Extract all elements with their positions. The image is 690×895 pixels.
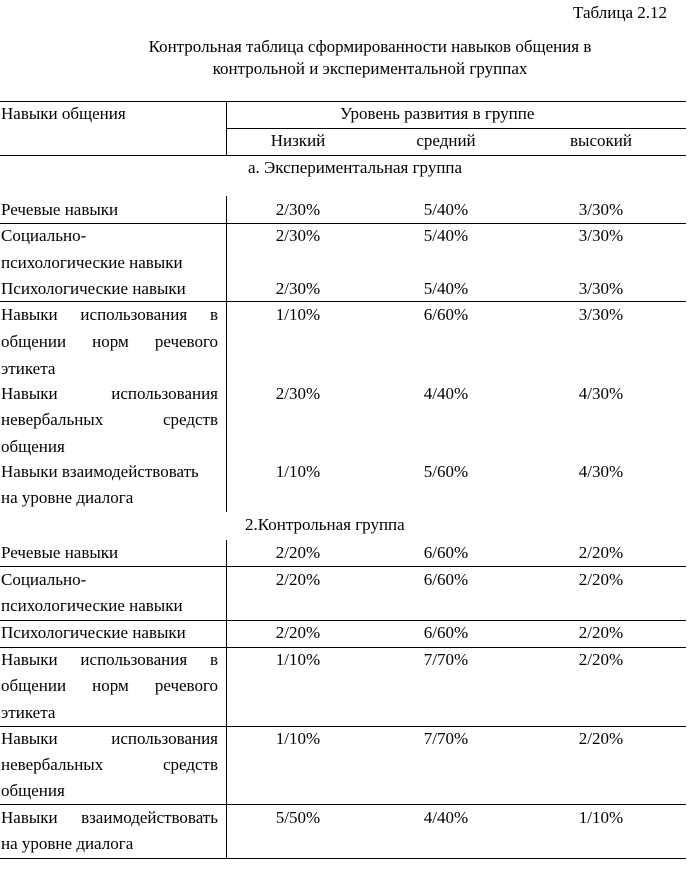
value-medium: 4/40%	[423, 384, 469, 403]
value-low: 2/20%	[275, 543, 321, 562]
value-high: 2/20%	[578, 543, 624, 562]
col-divider-ctrl	[226, 540, 227, 858]
skill-label: психологические навыки	[1, 253, 183, 272]
value-low: 2/30%	[275, 384, 321, 403]
experimental-group-heading: a. Экспериментальная группа	[248, 158, 463, 177]
table-title	[0, 36, 690, 80]
skill-label: психологические навыки	[1, 596, 183, 615]
header-medium: средний	[416, 131, 476, 150]
value-high: 2/20%	[578, 650, 624, 669]
table-number: Таблица 2.12	[573, 3, 667, 22]
value-high: 1/10%	[578, 808, 624, 827]
skill-label: Навыки использования	[1, 384, 218, 403]
value-medium: 6/60%	[423, 305, 469, 324]
skill-label: Социально-	[1, 570, 87, 589]
skill-label: этикета	[1, 703, 56, 722]
value-low: 2/20%	[275, 570, 321, 589]
value-medium: 6/60%	[423, 543, 469, 562]
skill-label: Навыки взаимодействовать	[1, 808, 218, 827]
skill-label: невербальных средств	[1, 755, 218, 774]
skill-label: на уровне диалога	[1, 834, 134, 853]
value-low: 1/10%	[275, 305, 321, 324]
header-level: Уровень развития в группе	[340, 104, 535, 123]
skill-label: общении норм речевого	[1, 332, 218, 351]
value-medium: 6/60%	[423, 623, 469, 642]
value-medium: 5/40%	[423, 279, 469, 298]
col-divider-exp	[226, 196, 227, 512]
skill-label: невербальных средств	[1, 410, 218, 429]
skill-label: на уровне диалога	[1, 488, 134, 507]
title-line-2: контрольной и экспериментальной группах	[212, 59, 528, 78]
value-high: 3/30%	[578, 305, 624, 324]
skill-label: Навыки использования в	[1, 305, 218, 324]
value-low: 2/20%	[275, 623, 321, 642]
value-high: 2/20%	[578, 570, 624, 589]
value-high: 4/30%	[578, 462, 624, 481]
value-low: 1/10%	[275, 462, 321, 481]
value-low: 1/10%	[275, 650, 321, 669]
skill-label: Речевые навыки	[1, 200, 119, 219]
skill-label: общения	[1, 781, 65, 800]
value-low: 1/10%	[275, 729, 321, 748]
value-medium: 5/40%	[423, 226, 469, 245]
value-high: 2/20%	[578, 729, 624, 748]
value-low: 5/50%	[275, 808, 321, 827]
skill-label: Навыки взаимодействовать	[1, 462, 199, 481]
skill-label: Речевые навыки	[1, 543, 119, 562]
value-medium: 6/60%	[423, 570, 469, 589]
skill-label: общении норм речевого	[1, 676, 218, 695]
skill-label: Навыки использования	[1, 729, 218, 748]
skill-label: общения	[1, 437, 65, 456]
skill-label: этикета	[1, 359, 56, 378]
value-medium: 4/40%	[423, 808, 469, 827]
value-high: 2/20%	[578, 623, 624, 642]
value-low: 2/30%	[275, 279, 321, 298]
value-high: 3/30%	[578, 279, 624, 298]
value-high: 3/30%	[578, 200, 624, 219]
value-low: 2/30%	[275, 200, 321, 219]
skill-label: Психологические навыки	[1, 279, 186, 298]
header-high: высокий	[570, 131, 632, 150]
value-high: 3/30%	[578, 226, 624, 245]
value-medium: 5/60%	[423, 462, 469, 481]
value-medium: 7/70%	[423, 650, 469, 669]
value-medium: 5/40%	[423, 200, 469, 219]
header-skills: Навыки общения	[1, 104, 126, 123]
skill-label: Социально-	[1, 226, 87, 245]
value-low: 2/30%	[275, 226, 321, 245]
skill-label: Навыки использования в	[1, 650, 218, 669]
col-divider-header	[226, 101, 227, 155]
header-low: Низкий	[270, 131, 326, 150]
control-group-heading: 2.Контрольная группа	[245, 515, 405, 534]
value-medium: 7/70%	[423, 729, 469, 748]
rule-bottom	[0, 858, 686, 859]
title-line-1: Контрольная таблица сформированности навыков общения в	[148, 37, 592, 56]
value-high: 4/30%	[578, 384, 624, 403]
skill-label: Психологические навыки	[1, 623, 186, 642]
